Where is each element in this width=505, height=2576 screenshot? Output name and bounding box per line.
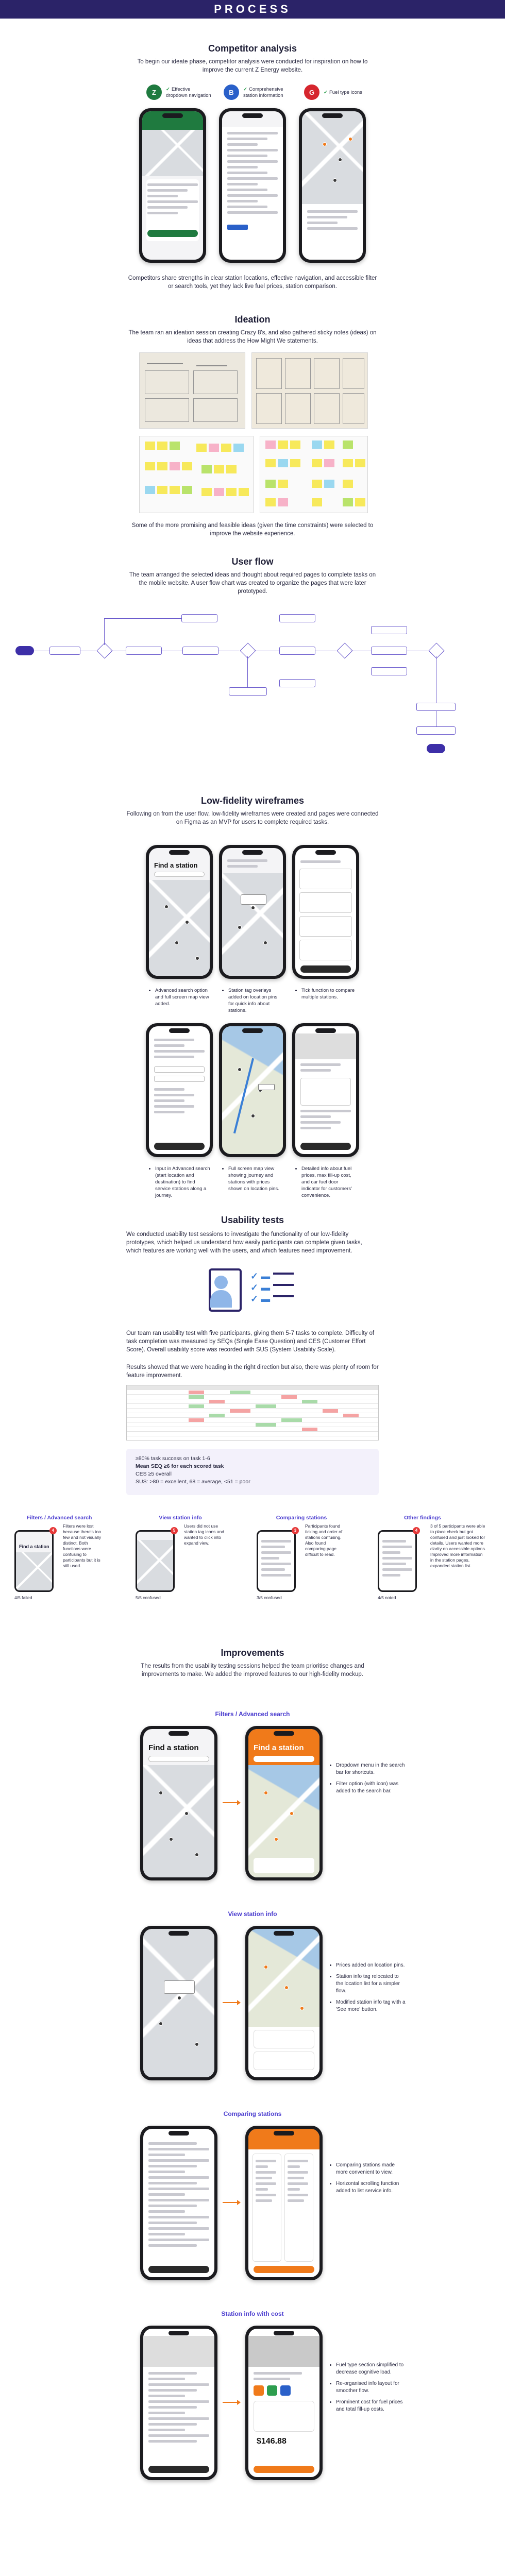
usability-para-3: Results showed that we were heading in the right direction but also, there was plenty of room for feature improvement. [126,1364,379,1379]
finding-phone-3 [257,1530,296,1592]
arrow-icon [223,2002,240,2003]
after-screen-title: Find a station [254,1743,304,1752]
finding-title: View station info [159,1515,202,1521]
finding-title: Filters / Advanced search [26,1515,92,1521]
after-phone-3 [245,2126,323,2280]
bp-logo-icon: B [224,84,239,100]
improvement-note: • Re-organised info layout for smoother flow. [336,2380,407,2395]
lofi-caption-5: • Full screen map view showing journey and stations with prices shown on location pins. [228,1165,284,1192]
finding-stat: 5/5 confused [136,1595,161,1600]
userflow-intro: The team arranged the selected ideas and thought about required pages to complete tasks on the mobile website. A user flow chart was created to organize the pages that were later prototyped. [129,572,376,595]
checklist-icon: ✓ ▬ ✓ ▬ ✓ ▬ [250,1271,271,1304]
flow-node [371,667,407,675]
flow-node [279,679,315,687]
lofi-phone-3 [292,845,359,979]
total-cost-value: $146.88 [257,2437,287,2446]
userflow-heading: User flow [231,556,274,567]
lofi-phone-4 [146,1023,213,1157]
issue-badge: 5 [171,1527,178,1534]
issue-badge: 3 [292,1527,299,1534]
finding-title: Other findings [404,1515,441,1521]
gaspy-logo-icon: G [304,84,319,100]
flow-node [416,703,456,711]
flow-node [279,647,315,655]
finding-text: Participants found ticking and order of stations confusing. Also found comparing page difficult to read. [305,1523,343,1557]
before-phone-2 [140,1926,217,2080]
lofi-caption-6: • Detailed info about fuel prices, max fill-up cost, and car fuel door indicator for customers' convenience. [301,1165,357,1199]
flow-node [229,687,267,696]
result-3: CES ≥5 overall [136,1471,172,1477]
before-phone-3 [140,2126,217,2280]
competitor-phone-3 [299,108,366,263]
lofi-phone-5 [219,1023,286,1157]
improvement-note: • Prices added on location pins. [336,1962,407,1969]
process-title: PROCESS [214,3,291,15]
finding-stat: 4/5 failed [14,1595,32,1600]
improvement-title-3: Comparing stations [223,2110,282,2117]
flow-node [279,614,315,622]
arrow-icon [223,1802,240,1803]
finding-phone-2 [136,1530,175,1592]
flow-node [416,726,456,735]
improvement-note: • Dropdown menu in the search bar for shortcuts. [336,1762,407,1776]
before-phone-4 [140,2326,217,2480]
test-results-spreadsheet [126,1385,379,1440]
lofi-intro: Following on from the user flow, low-fidelity wireframes were created and pages were connected on Figma as an MVP for users to complete required tasks. [126,811,379,825]
improvement-title-1: Filters / Advanced search [215,1710,290,1718]
finding-stat: 3/5 confused [257,1595,282,1600]
finding-text: Users did not use station tag icons and wanted to click into expand view. [184,1523,224,1546]
usability-para-2: Our team ran usability test with five participants, giving them 5-7 tasks to complete. Difficulty of task completion was measured by SEQs (Single Ease Question) and CES (Customer Effort Score). Overall usability score was recorded with SUS (System Usability Scale). [126,1330,375,1353]
lofi-phone-2 [219,845,286,979]
finding-phone-title: Find a station [19,1544,49,1549]
lofi-heading: Low-fidelity wireframes [200,795,305,806]
lofi-caption-3: • Tick function to compare multiple stations. [301,987,357,1001]
ideation-intro: The team ran an ideation session creating Crazy 8's, and also gathered sticky notes (ideas) on ideas that address the How Might We statements. [128,330,377,344]
flow-node [182,647,218,655]
issue-badge: 4 [413,1527,420,1534]
issue-badge: 4 [49,1527,57,1534]
check-icon: ✓ [324,90,328,95]
improvement-title-2: View station info [228,1910,277,1918]
finding-title: Comparing stations [276,1515,327,1521]
usability-para-1: We conducted usability test sessions to investigate the functionality of our low-fidelity prototypes, which helped us understand how easily participants can complete given tasks, which features are working well with the users, and which features need improvement. [126,1231,362,1254]
improvement-note: • Modified station info tag with a 'See more' button. [336,1999,407,2013]
lofi-phone-1 [146,845,213,979]
result-4: SUS: >80 = excellent, 68 = average, <51 = poor [136,1479,250,1485]
flow-end-node [427,744,445,753]
lofi-screen-title: Find a station [154,861,198,869]
after-phone-1 [245,1726,323,1880]
competitor-heading: Competitor analysis [208,43,297,54]
process-header [0,0,505,19]
after-phone-4 [245,2326,323,2480]
crazy8-sketch-photo-2 [251,352,368,429]
flow-node [181,614,217,622]
usability-heading: Usability tests [221,1215,284,1225]
flow-node [126,647,162,655]
competitor-label-1: Effective dropdown navigation [166,87,211,98]
result-1: ≥80% task success on task 1-6 [136,1455,210,1462]
arrow-icon [223,2202,240,2203]
sticky-notes-board-2 [260,436,368,513]
competitor-label-2: Comprehensive station information [243,87,283,98]
improvement-note: • Prominent cost for fuel prices and total fill-up costs. [336,2399,407,2413]
improvements-intro: The results from the usability testing sessions helped the team prioritise changes and improvements to make. We added the improved features to our high-fidelity mockup. [141,1663,364,1677]
lofi-phone-6 [292,1023,359,1157]
competitor-summary: Competitors share strengths in clear station locations, effective navigation, and accessible filter or search tools, yet they lack live fuel prices, station comparison. [128,275,377,290]
finding-text: 3 of 5 participants were able to place check but got confused and just looked for details. Users wanted more clarity on accessible options. Improved more information in the station pages, expanded station list. [430,1523,486,1568]
before-screen-title: Find a station [148,1743,199,1752]
flow-node [371,626,407,634]
result-2: Mean SEQ ≥6 for each scored task [136,1463,224,1469]
finding-stat: 4/5 noted [378,1595,396,1600]
competitor-label-3: Fuel type icons [329,90,362,95]
improvements-heading: Improvements [221,1648,284,1658]
competitor-phone-2 [219,108,286,263]
lofi-caption-4: • Input in Advanced search (start location and destination) to find service stations along a journey. [155,1165,211,1199]
competitor-intro: To begin our ideate phase, competitor analysis were conducted for inspiration on how to improve the current Z Energy website. [137,59,368,73]
ideation-heading: Ideation [234,314,271,325]
finding-text: Filters were lost because there's too few and not visually distinct. Both functions were confusing to participants but it is still used. [63,1523,102,1568]
improvement-note: • Station info tag relocated to the location list for a simpler flow. [336,1973,407,1995]
competitor-phone-1 [139,108,206,263]
improvement-note: • Comparing stations made more convenient to view. [336,2162,407,2176]
results-summary-card [126,1449,379,1495]
ideation-outro: Some of the more promising and feasible ideas (given the time constraints) were selected to improve the website experience. [131,522,374,537]
lofi-caption-2: • Station tag overlays added on location pins for quick info about stations. [228,987,284,1014]
improvement-note: • Horizontal scrolling function added to list service info. [336,2180,407,2195]
improvement-note: • Fuel type section simplified to decrease cognitive load. [336,2362,407,2376]
flow-node [49,647,80,655]
finding-phone-1 [14,1530,54,1592]
flow-node [371,647,407,655]
flow-start-node [15,646,34,655]
sticky-notes-board-1 [139,436,254,513]
before-phone-1 [140,1726,217,1880]
improvement-note: • Filter option (with icon) was added to the search bar. [336,1781,407,1795]
z-logo-icon: Z [146,84,162,100]
after-phone-2 [245,1926,323,2080]
check-icon: ✓ [166,87,170,92]
improvement-title-4: Station info with cost [221,2310,284,2317]
arrow-icon [223,2402,240,2403]
finding-phone-4 [378,1530,417,1592]
lofi-caption-1: • Advanced search option and full screen map view added. [155,987,211,1007]
crazy8-sketch-photo-1 [139,352,245,429]
check-icon: ✓ [243,87,247,92]
flow-decision [428,642,444,658]
